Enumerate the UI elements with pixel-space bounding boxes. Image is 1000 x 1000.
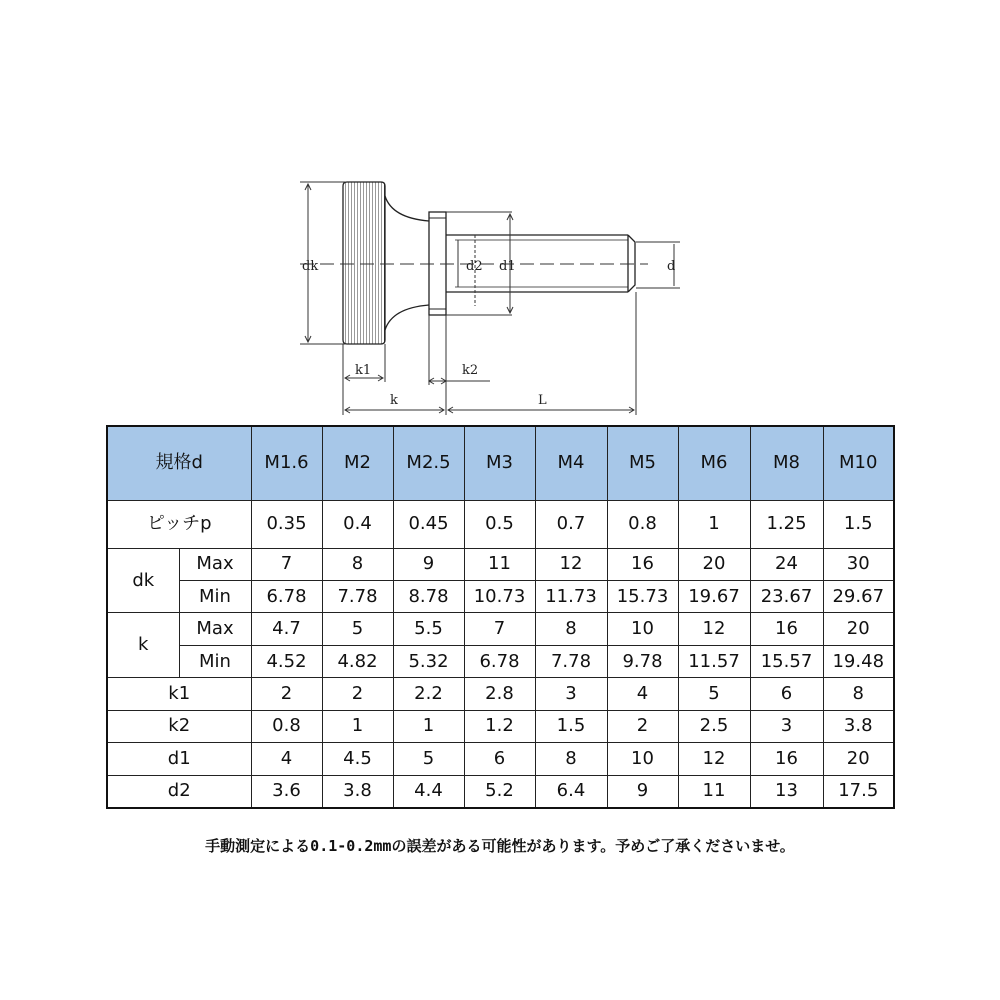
table-cell: 0.8 (251, 710, 322, 742)
table-cell: 8 (322, 548, 393, 580)
header-size: M2 (322, 426, 393, 500)
label-d1: d1 (499, 259, 516, 274)
label-d: d (667, 259, 676, 274)
table-cell: 1.2 (464, 710, 535, 742)
table-cell: 0.4 (322, 500, 393, 548)
table-header-row (107, 426, 894, 500)
table-cell: 6 (464, 743, 535, 775)
table-cell: 5.5 (393, 613, 464, 645)
table-row-d1 (107, 743, 894, 775)
table-cell: 0.7 (535, 500, 607, 548)
table-cell: 4 (251, 743, 322, 775)
table-cell: 8.78 (393, 581, 464, 613)
table-row-k-max (107, 613, 894, 645)
table-cell: 19.67 (678, 581, 750, 613)
table-cell: 8 (535, 743, 607, 775)
table-cell: 11 (678, 775, 750, 808)
table-cell: 8 (823, 678, 894, 710)
head-neck (385, 196, 429, 330)
table-cell: 9.78 (607, 645, 678, 677)
table-cell: 16 (750, 613, 823, 645)
table-cell: 10 (607, 743, 678, 775)
measurement-note: 手動測定による0.1-0.2mmの誤差がある可能性があります。予めご了承くださいませ。 (205, 837, 795, 855)
table-cell: 4 (607, 678, 678, 710)
table-row-d2 (107, 775, 894, 808)
label-d2: d2 (466, 259, 483, 274)
table-cell: 4.82 (322, 645, 393, 677)
label-k: k (390, 393, 398, 408)
header-size: M8 (750, 426, 823, 500)
table-cell: 30 (823, 548, 894, 580)
table-cell: 3.6 (251, 775, 322, 808)
table-cell: 2 (322, 678, 393, 710)
table-cell: 6.78 (464, 645, 535, 677)
table-row-pitch (107, 500, 894, 548)
row-label: d2 (107, 775, 251, 808)
thumb-screw-drawing (0, 0, 1000, 420)
table-cell: 2 (251, 678, 322, 710)
label-L: L (538, 393, 547, 408)
table-cell: 2.2 (393, 678, 464, 710)
table-cell: 11.73 (535, 581, 607, 613)
table-cell: 3.8 (823, 710, 894, 742)
label-k1: k1 (355, 363, 372, 378)
row-label: ピッチp (107, 500, 251, 548)
table-cell: 12 (678, 613, 750, 645)
table-cell: 5 (322, 613, 393, 645)
table-cell: 1.25 (750, 500, 823, 548)
table-cell: 2 (607, 710, 678, 742)
header-size: M2.5 (393, 426, 464, 500)
table-cell: 1.5 (823, 500, 894, 548)
table-cell: 2.5 (678, 710, 750, 742)
row-sub-label: Max (179, 613, 251, 645)
table-cell: 6.78 (251, 581, 322, 613)
table-cell: 6.4 (535, 775, 607, 808)
table-cell: 9 (607, 775, 678, 808)
table-cell: 11.57 (678, 645, 750, 677)
row-label: k2 (107, 710, 251, 742)
label-k2: k2 (462, 363, 479, 378)
table-cell: 3.8 (322, 775, 393, 808)
table-cell: 29.67 (823, 581, 894, 613)
table-cell: 0.5 (464, 500, 535, 548)
table-cell: 16 (750, 743, 823, 775)
table-cell: 1 (393, 710, 464, 742)
table-cell: 20 (823, 743, 894, 775)
row-label: d1 (107, 743, 251, 775)
header-size: M1.6 (251, 426, 322, 500)
table-cell: 5 (678, 678, 750, 710)
table-cell: 4.52 (251, 645, 322, 677)
table-cell: 12 (535, 548, 607, 580)
table-cell: 7 (464, 613, 535, 645)
table-cell: 0.45 (393, 500, 464, 548)
header-size: M5 (607, 426, 678, 500)
table-cell: 7 (251, 548, 322, 580)
table-cell: 15.73 (607, 581, 678, 613)
header-size: M4 (535, 426, 607, 500)
table-cell: 17.5 (823, 775, 894, 808)
table-row-k-min (107, 645, 894, 677)
table-cell: 24 (750, 548, 823, 580)
table-cell: 9 (393, 548, 464, 580)
table-cell: 4.4 (393, 775, 464, 808)
table-cell: 15.57 (750, 645, 823, 677)
table-cell: 7.78 (322, 581, 393, 613)
row-group-label: k (107, 613, 179, 678)
table-cell: 13 (750, 775, 823, 808)
header-spec: 規格d (107, 426, 251, 500)
row-sub-label: Max (179, 548, 251, 580)
table-cell: 10.73 (464, 581, 535, 613)
table-cell: 1 (322, 710, 393, 742)
knurled-head (343, 182, 385, 344)
table-cell: 4.5 (322, 743, 393, 775)
table-cell: 19.48 (823, 645, 894, 677)
table-cell: 7.78 (535, 645, 607, 677)
table-cell: 4.7 (251, 613, 322, 645)
table-cell: 20 (823, 613, 894, 645)
spec-table (106, 425, 895, 809)
table-cell: 5.2 (464, 775, 535, 808)
table-cell: 1.5 (535, 710, 607, 742)
table-row-k1 (107, 678, 894, 710)
table-cell: 3 (535, 678, 607, 710)
row-label: k1 (107, 678, 251, 710)
table-cell: 6 (750, 678, 823, 710)
row-sub-label: Min (179, 581, 251, 613)
table-row-dk-min (107, 581, 894, 613)
table-cell: 20 (678, 548, 750, 580)
table-cell: 11 (464, 548, 535, 580)
table-cell: 12 (678, 743, 750, 775)
table-cell: 2.8 (464, 678, 535, 710)
table-cell: 23.67 (750, 581, 823, 613)
header-size: M10 (823, 426, 894, 500)
table-row-dk-max (107, 548, 894, 580)
table-cell: 16 (607, 548, 678, 580)
table-cell: 10 (607, 613, 678, 645)
table-cell: 5.32 (393, 645, 464, 677)
row-sub-label: Min (179, 645, 251, 677)
table-cell: 0.8 (607, 500, 678, 548)
header-size: M6 (678, 426, 750, 500)
table-row-k2 (107, 710, 894, 742)
label-dk: dk (302, 259, 319, 274)
table-cell: 5 (393, 743, 464, 775)
table-cell: 0.35 (251, 500, 322, 548)
table-cell: 8 (535, 613, 607, 645)
table-cell: 1 (678, 500, 750, 548)
table-cell: 3 (750, 710, 823, 742)
row-group-label: dk (107, 548, 179, 613)
header-size: M3 (464, 426, 535, 500)
